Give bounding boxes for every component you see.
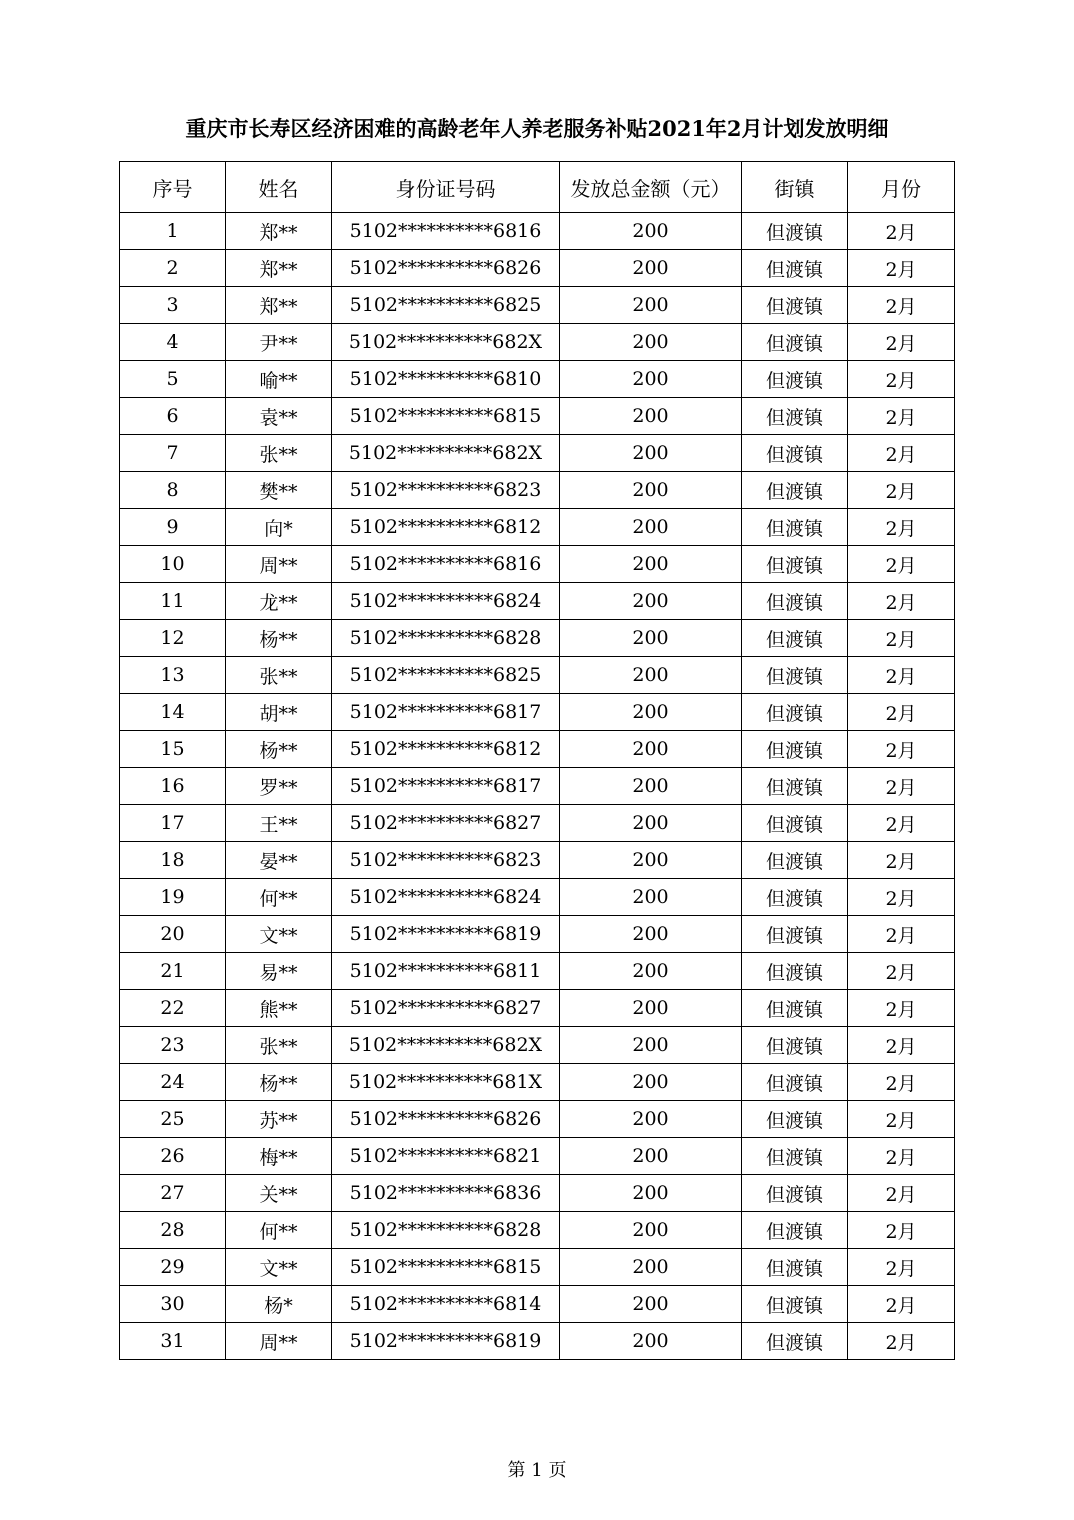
cell-seq: 17 [120,805,226,842]
table-row [120,990,955,1027]
cell-name: 尹** [226,324,332,361]
table-row [120,1027,955,1064]
table-row [120,546,955,583]
cell-amount: 200 [560,213,742,250]
table-row [120,731,955,768]
cell-month: 2月 [848,435,955,472]
cell-amount: 200 [560,731,742,768]
cell-month: 2月 [848,213,955,250]
cell-id-number: 5102**********6817 [332,694,560,731]
cell-month: 2月 [848,1323,955,1360]
cell-id-number: 5102**********6815 [332,398,560,435]
cell-seq: 2 [120,250,226,287]
cell-name: 周** [226,1323,332,1360]
header-amount: 发放总金额（元） [560,162,742,213]
cell-name: 易** [226,953,332,990]
cell-seq: 19 [120,879,226,916]
cell-name: 晏** [226,842,332,879]
cell-name: 樊** [226,472,332,509]
cell-amount: 200 [560,1212,742,1249]
cell-id-number: 5102**********6824 [332,879,560,916]
cell-name: 郑** [226,213,332,250]
cell-amount: 200 [560,768,742,805]
cell-month: 2月 [848,620,955,657]
cell-month: 2月 [848,1175,955,1212]
cell-name: 郑** [226,287,332,324]
cell-name: 龙** [226,583,332,620]
cell-month: 2月 [848,990,955,1027]
cell-month: 2月 [848,953,955,990]
table-row [120,953,955,990]
cell-name: 郑** [226,250,332,287]
cell-month: 2月 [848,1027,955,1064]
cell-town: 但渡镇 [742,250,848,287]
cell-amount: 200 [560,1175,742,1212]
page-number: 第 1 页 [507,1460,567,1481]
cell-id-number: 5102**********6826 [332,250,560,287]
cell-town: 但渡镇 [742,657,848,694]
cell-name: 文** [226,1249,332,1286]
cell-name: 文** [226,916,332,953]
cell-amount: 200 [560,546,742,583]
table-row [120,435,955,472]
cell-name: 熊** [226,990,332,1027]
cell-amount: 200 [560,1286,742,1323]
cell-name: 周** [226,546,332,583]
cell-id-number: 5102**********682X [332,324,560,361]
header-name: 姓名 [226,162,332,213]
table-row [120,1249,955,1286]
cell-seq: 18 [120,842,226,879]
table-header-row [120,162,955,213]
page-title: 重庆市长寿区经济困难的高龄老年人养老服务补贴2021年2月计划发放明细 [185,116,889,141]
cell-name: 苏** [226,1101,332,1138]
table-row [120,916,955,953]
cell-town: 但渡镇 [742,842,848,879]
cell-amount: 200 [560,1138,742,1175]
cell-amount: 200 [560,509,742,546]
cell-id-number: 5102**********682X [332,435,560,472]
cell-seq: 13 [120,657,226,694]
cell-name: 关** [226,1175,332,1212]
cell-amount: 200 [560,657,742,694]
cell-name: 杨** [226,1064,332,1101]
cell-id-number: 5102**********6828 [332,620,560,657]
header-town: 街镇 [742,162,848,213]
cell-month: 2月 [848,1249,955,1286]
cell-town: 但渡镇 [742,213,848,250]
cell-town: 但渡镇 [742,472,848,509]
cell-id-number: 5102**********6816 [332,213,560,250]
cell-town: 但渡镇 [742,1175,848,1212]
cell-amount: 200 [560,694,742,731]
table-row [120,1323,955,1360]
cell-name: 王** [226,805,332,842]
table-row [120,250,955,287]
cell-seq: 15 [120,731,226,768]
cell-seq: 11 [120,583,226,620]
cell-amount: 200 [560,361,742,398]
cell-month: 2月 [848,842,955,879]
cell-month: 2月 [848,694,955,731]
cell-town: 但渡镇 [742,398,848,435]
cell-name: 何** [226,1212,332,1249]
cell-seq: 26 [120,1138,226,1175]
cell-id-number: 5102**********682X [332,1027,560,1064]
cell-amount: 200 [560,842,742,879]
cell-id-number: 5102**********6814 [332,1286,560,1323]
cell-town: 但渡镇 [742,1138,848,1175]
table-row [120,398,955,435]
table-row [120,213,955,250]
cell-id-number: 5102**********6824 [332,583,560,620]
cell-seq: 6 [120,398,226,435]
cell-name: 胡** [226,694,332,731]
cell-seq: 21 [120,953,226,990]
cell-id-number: 5102**********6823 [332,842,560,879]
cell-name: 罗** [226,768,332,805]
cell-month: 2月 [848,398,955,435]
cell-amount: 200 [560,1249,742,1286]
cell-town: 但渡镇 [742,324,848,361]
cell-amount: 200 [560,1323,742,1360]
cell-seq: 20 [120,916,226,953]
cell-amount: 200 [560,1027,742,1064]
cell-month: 2月 [848,1138,955,1175]
cell-name: 喻** [226,361,332,398]
cell-amount: 200 [560,916,742,953]
cell-town: 但渡镇 [742,1249,848,1286]
cell-id-number: 5102**********6815 [332,1249,560,1286]
cell-town: 但渡镇 [742,509,848,546]
cell-town: 但渡镇 [742,546,848,583]
cell-seq: 30 [120,1286,226,1323]
cell-town: 但渡镇 [742,620,848,657]
cell-town: 但渡镇 [742,1027,848,1064]
table-row [120,1175,955,1212]
cell-amount: 200 [560,620,742,657]
table-row [120,805,955,842]
cell-name: 杨** [226,731,332,768]
table-body [120,213,955,1360]
cell-town: 但渡镇 [742,435,848,472]
cell-name: 袁** [226,398,332,435]
cell-month: 2月 [848,287,955,324]
cell-name: 梅** [226,1138,332,1175]
cell-seq: 12 [120,620,226,657]
cell-name: 张** [226,657,332,694]
cell-amount: 200 [560,472,742,509]
cell-month: 2月 [848,1064,955,1101]
cell-month: 2月 [848,657,955,694]
table-row [120,620,955,657]
table-row [120,842,955,879]
cell-amount: 200 [560,435,742,472]
cell-seq: 3 [120,287,226,324]
cell-name: 向* [226,509,332,546]
cell-town: 但渡镇 [742,990,848,1027]
cell-seq: 16 [120,768,226,805]
cell-town: 但渡镇 [742,805,848,842]
cell-id-number: 5102**********6823 [332,472,560,509]
cell-town: 但渡镇 [742,953,848,990]
cell-id-number: 5102**********6827 [332,805,560,842]
cell-amount: 200 [560,805,742,842]
cell-amount: 200 [560,250,742,287]
cell-month: 2月 [848,1286,955,1323]
cell-town: 但渡镇 [742,583,848,620]
header-month: 月份 [848,162,955,213]
cell-month: 2月 [848,1101,955,1138]
table-row [120,1064,955,1101]
cell-seq: 10 [120,546,226,583]
cell-amount: 200 [560,1101,742,1138]
cell-id-number: 5102**********6816 [332,546,560,583]
cell-amount: 200 [560,879,742,916]
cell-month: 2月 [848,731,955,768]
cell-amount: 200 [560,583,742,620]
table-row [120,879,955,916]
table-row [120,694,955,731]
cell-name: 何** [226,879,332,916]
cell-id-number: 5102**********6826 [332,1101,560,1138]
cell-month: 2月 [848,250,955,287]
cell-month: 2月 [848,768,955,805]
cell-town: 但渡镇 [742,1212,848,1249]
cell-town: 但渡镇 [742,1323,848,1360]
cell-seq: 4 [120,324,226,361]
cell-month: 2月 [848,1212,955,1249]
cell-seq: 28 [120,1212,226,1249]
cell-seq: 25 [120,1101,226,1138]
cell-town: 但渡镇 [742,916,848,953]
cell-amount: 200 [560,398,742,435]
header-id-number: 身份证号码 [332,162,560,213]
table-row [120,1101,955,1138]
cell-name: 张** [226,435,332,472]
cell-seq: 23 [120,1027,226,1064]
cell-id-number: 5102**********6819 [332,916,560,953]
cell-town: 但渡镇 [742,879,848,916]
cell-month: 2月 [848,879,955,916]
cell-town: 但渡镇 [742,694,848,731]
table-row [120,1212,955,1249]
cell-month: 2月 [848,583,955,620]
cell-name: 张** [226,1027,332,1064]
cell-town: 但渡镇 [742,768,848,805]
cell-seq: 5 [120,361,226,398]
cell-id-number: 5102**********6812 [332,509,560,546]
cell-id-number: 5102**********6812 [332,731,560,768]
cell-seq: 29 [120,1249,226,1286]
cell-seq: 31 [120,1323,226,1360]
cell-id-number: 5102**********681X [332,1064,560,1101]
cell-amount: 200 [560,1064,742,1101]
cell-id-number: 5102**********6821 [332,1138,560,1175]
cell-seq: 27 [120,1175,226,1212]
cell-amount: 200 [560,324,742,361]
cell-month: 2月 [848,472,955,509]
table-row [120,509,955,546]
cell-town: 但渡镇 [742,361,848,398]
cell-month: 2月 [848,324,955,361]
cell-id-number: 5102**********6825 [332,287,560,324]
cell-id-number: 5102**********6825 [332,657,560,694]
cell-seq: 7 [120,435,226,472]
cell-month: 2月 [848,916,955,953]
subsidy-table [119,161,955,1360]
cell-name: 杨* [226,1286,332,1323]
table-row [120,361,955,398]
cell-amount: 200 [560,953,742,990]
cell-id-number: 5102**********6811 [332,953,560,990]
cell-amount: 200 [560,990,742,1027]
cell-town: 但渡镇 [742,287,848,324]
table-row [120,583,955,620]
cell-name: 杨** [226,620,332,657]
cell-month: 2月 [848,805,955,842]
cell-id-number: 5102**********6828 [332,1212,560,1249]
cell-seq: 24 [120,1064,226,1101]
cell-id-number: 5102**********6810 [332,361,560,398]
cell-month: 2月 [848,509,955,546]
cell-town: 但渡镇 [742,731,848,768]
cell-seq: 9 [120,509,226,546]
cell-town: 但渡镇 [742,1286,848,1323]
table-row [120,324,955,361]
table-row [120,657,955,694]
cell-town: 但渡镇 [742,1064,848,1101]
cell-seq: 1 [120,213,226,250]
header-seq: 序号 [120,162,226,213]
cell-seq: 8 [120,472,226,509]
cell-month: 2月 [848,546,955,583]
cell-seq: 14 [120,694,226,731]
table-row [120,472,955,509]
cell-month: 2月 [848,361,955,398]
table-row [120,1286,955,1323]
cell-town: 但渡镇 [742,1101,848,1138]
cell-amount: 200 [560,287,742,324]
cell-id-number: 5102**********6819 [332,1323,560,1360]
table-row [120,1138,955,1175]
table-row [120,287,955,324]
cell-id-number: 5102**********6836 [332,1175,560,1212]
table-row [120,768,955,805]
cell-id-number: 5102**********6827 [332,990,560,1027]
cell-seq: 22 [120,990,226,1027]
cell-id-number: 5102**********6817 [332,768,560,805]
